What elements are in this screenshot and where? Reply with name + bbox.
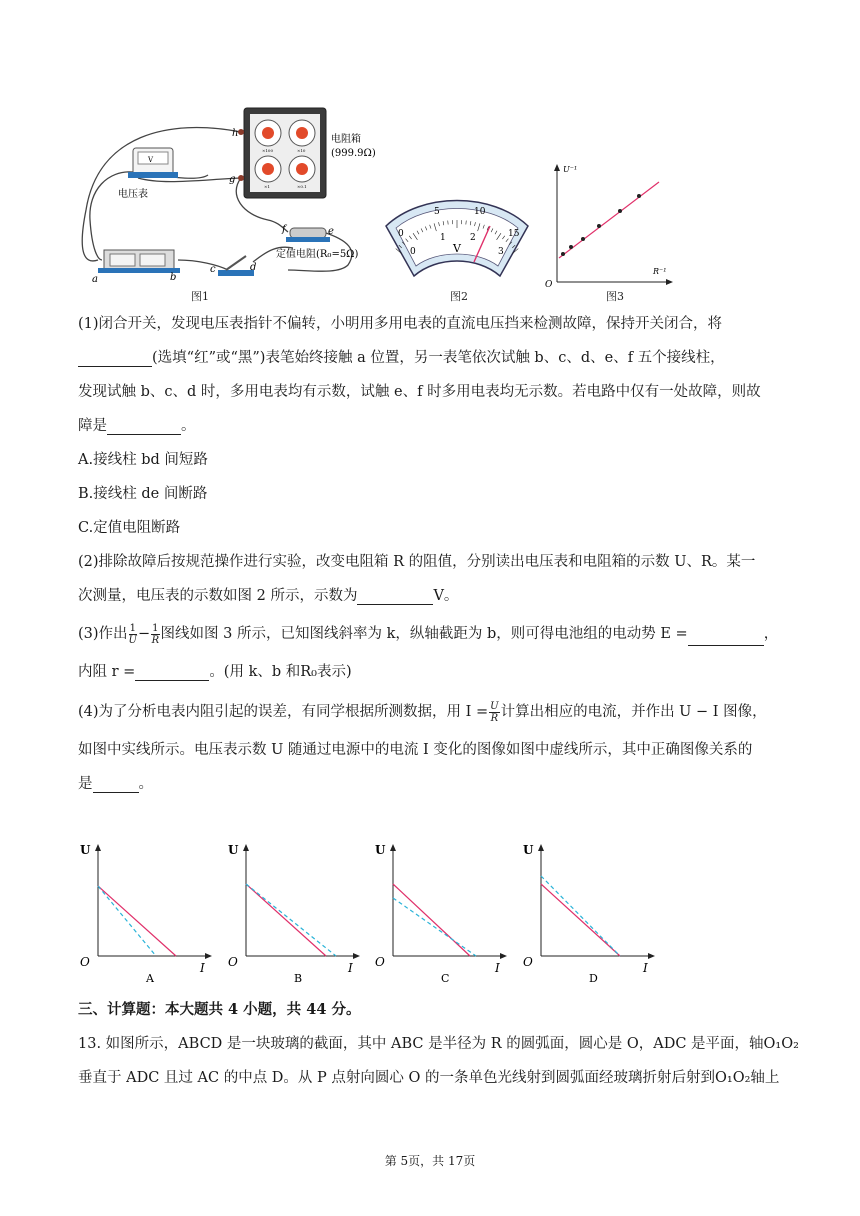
u-axis-label: U [228,843,239,857]
ui-graph-d [521,838,661,988]
q4-blank-answer[interactable] [93,774,139,793]
option-letter: C [441,972,450,985]
fixed-resistor-label: 定值电阻(R₀=5Ω) [276,249,359,260]
terminal-g: g [229,174,236,185]
dashed-line [393,898,476,956]
ui-graph-b [226,838,366,988]
dashed-line [98,886,156,956]
option-letter: A [146,972,154,985]
i-axis-label: I [495,961,500,975]
terminal-d: d [250,262,257,273]
q3-line1-c: ， [763,626,779,642]
option-letter: B [294,972,303,985]
dial-label: ×10 [297,148,306,153]
terminal-c: c [210,264,216,275]
terminal-e: e [328,226,334,237]
q4-line1-b: 计算出相应的电流，并作出 U − I 图像， [500,704,767,720]
voltmeter-label: 电压表 [118,189,148,200]
u-axis-arrow [95,844,101,851]
u-axis-arrow [390,844,396,851]
lower-scale-2: 2 [470,233,476,243]
i-axis-label: I [200,961,205,975]
page-footer: 第 5页，共 17页 [384,1154,476,1168]
figure-2-caption: 图2 [450,290,468,303]
u-axis-label: U [375,843,386,857]
i-axis-arrow [353,953,360,959]
figure-3-caption: 图3 [606,290,624,303]
origin-label: O [375,955,385,969]
upper-scale-5: 5 [434,207,440,217]
lower-scale-3: 3 [498,247,504,257]
q4-line3 [78,772,153,793]
q2-line1: (2)排除故障后按规范操作进行实验，改变电阻箱 R 的阻值，分别读出电压表和电阻箱的示数 U、R。某一 [78,554,756,570]
upper-scale-0: 0 [398,229,404,239]
terminal-b: b [170,272,177,283]
u-axis-arrow [538,844,544,851]
q1-blank-fault[interactable] [107,416,181,435]
i-axis-arrow [205,953,212,959]
q13-line1: 13. 如图所示，ABCD 是一块玻璃的截面，其中 ABC 是半径为 R 的圆弧面，圆心是 O，ADC 是平面，轴O₁O₂ [78,1036,799,1052]
q1-option-b: B.接线柱 de 间断路 [78,486,208,502]
figure-2-voltmeter-dial [382,190,532,282]
origin-label: O [228,955,238,969]
upper-scale-15: 15 [508,229,520,239]
dashed-line [246,884,336,956]
voltmeter-v: V [148,156,154,164]
q1-line3: 发现试触 b、c、d 时，多用电表均有示数，试触 e、f 时多用电表均无示数。若电路中仅有一处故障，则故 [78,384,761,400]
q4-line3-a: 是 [78,776,93,792]
resistance-box-value: (999.9Ω) [331,148,376,159]
figure-1-caption: 图1 [191,290,209,303]
q3-line2-b: 。(用 k、b 和R₀表示) [209,664,352,680]
q1-line2 [78,346,725,367]
origin-label: O [523,955,533,969]
q1-line1: (1)闭合开关，发现电压表指针不偏转，小明用多用电表的直流电压挡来检测故障，保持开关闭合，将 [78,316,723,332]
q1-option-a: A.接线柱 bd 间短路 [78,452,208,468]
lower-scale-0: 0 [410,247,416,257]
q2-line2-a: 次测量，电压表的示数如图 2 所示，示数为 [78,588,358,604]
q3-line1-b: 图线如图 3 所示，已知图线斜率为 k，纵轴截距为 b，则可得电池组的电动势 E = [160,626,688,642]
u-axis-label: U [80,843,91,857]
option-letter: D [589,972,598,985]
i-axis-label: I [348,961,353,975]
q1-line2-text: (选填“红”或“黑”)表笔始终接触 a 位置，另一表笔依次试触 b、c、d、e、f 五个接线柱， [152,350,725,366]
q2-line2 [78,584,458,605]
fraction-1-over-u: $\frac{1}{U}$ [128,622,137,646]
q1-option-c: C.定值电阻断路 [78,520,181,536]
fraction-u-over-r: $\frac{U}{R}$ [490,700,499,724]
origin-label: O [80,955,90,969]
fraction-1-over-r: $\frac{1}{R}$ [151,622,160,646]
solid-line [541,884,620,956]
q1-line4 [78,414,196,435]
dial-label: ×1 [264,184,270,189]
figure-3-graph [543,160,673,288]
fig3-x-label: R⁻¹ [653,267,667,276]
ui-graph-c [373,838,513,988]
q2-blank-reading[interactable] [357,586,433,605]
q13-line2: 垂直于 ADC 且过 AC 的中点 D。从 P 点射向圆心 O 的一条单色光线射到圆弧面经玻璃折射后射到O₁O₂轴上 [78,1070,780,1086]
lower-scale-1: 1 [440,233,446,243]
upper-scale-10: 10 [474,207,486,217]
q1-blank-pen[interactable] [78,348,152,367]
resistance-box-label: 电阻箱 [331,134,361,145]
terminal-a: a [92,274,98,285]
q3-blank-emf[interactable] [688,627,764,646]
solid-line [246,884,326,956]
q4-line1 [78,700,767,724]
figure-1-circuit [78,100,378,305]
dial-unit: V [453,242,461,255]
u-axis-label: U [523,843,534,857]
dial-label: ×0.1 [297,184,307,189]
q3-line2-a: 内阻 r = [78,664,136,680]
i-axis-arrow [500,953,507,959]
q1-line4-a: 障是 [78,418,107,434]
q4-line1-a: (4)为了分析电表内阻引起的误差，有同学根据所测数据，用 I = [78,704,489,720]
q3-blank-internal-r[interactable] [135,662,209,681]
q2-line2-b: V。 [433,588,459,604]
q4-line3-b: 。 [138,776,153,792]
fig3-origin: O [545,280,553,288]
i-axis-label: I [643,961,648,975]
terminal-h: h [232,128,239,139]
solid-line [393,884,470,956]
q3-line1-a: (3)作出 [78,626,128,642]
i-axis-arrow [648,953,655,959]
q4-line2: 如图中实线所示。电压表示数 U 随通过电源中的电流 I 变化的图像如图中虚线所示，其中正确图像关系的 [78,742,753,758]
terminal-f: f [282,224,286,235]
u-axis-arrow [243,844,249,851]
q3-line1 [78,622,778,646]
dashed-line [541,876,620,956]
ui-graph-a [78,838,218,988]
q1-line4-b: 。 [181,418,196,434]
q3-line2 [78,660,352,681]
solid-line [98,886,176,956]
fig3-y-label: U⁻¹ [563,165,578,174]
q3-minus: − [137,626,151,642]
section-3-heading: 三、计算题：本大题共 4 小题，共 44 分。 [78,1001,361,1018]
dial-label: ×100 [262,148,273,153]
